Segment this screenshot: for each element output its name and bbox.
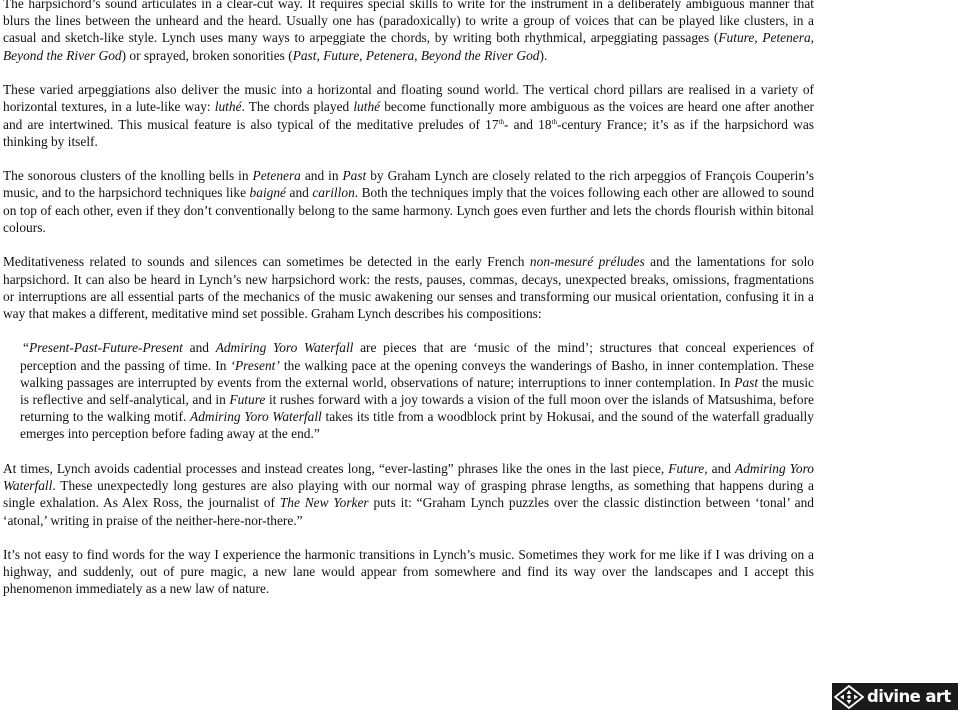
italic-work-title: Past <box>342 168 367 184</box>
paragraph-harpsichord-sound <box>3 0 814 64</box>
paragraph-arpeggiations <box>3 81 814 150</box>
paragraph-cadential-processes <box>3 460 814 529</box>
document-body <box>3 0 814 615</box>
text-run: These varied arpeggiations also deliver the music into a horizontal and floating sound world. The vertical chord pillars are realised in a variety of horizontal textures, in a lute-like way: <box>3 82 814 115</box>
italic-term: luthé <box>353 99 381 115</box>
italic-work-title: Past <box>734 374 759 390</box>
italic-term: non-mesuré préludes <box>529 254 645 270</box>
divine-art-logo <box>832 683 958 710</box>
paragraph-sonorous-clusters <box>3 167 814 236</box>
italic-work-title: Admiring Yoro Waterfall <box>3 460 815 494</box>
text-run: are pieces that are ‘music of the mind’; structures that conceal experiences of perception and the passing of time. In <box>20 340 814 373</box>
italic-work-title: Admiring Yoro Waterfall <box>215 340 354 356</box>
superscript: th <box>551 117 557 126</box>
text-run: . These unexpectedly long gestures are also playing with our normal way of grasping phrase lengths, as something that happens during a single exhalation. As Alex Ross, the journalist of <box>3 478 814 511</box>
text-run: , and <box>704 460 736 476</box>
text-run: puts it: “Graham Lynch puzzles over the classic distinction between ‘tonal’ and ‘atonal,’ writing in praise of the neither-here-nor-there.” <box>3 495 814 528</box>
text-run: takes its title from a woodblock print by Hokusai, and the sound of the waterfall gradually emerges into perception before fading away at the end.” <box>20 409 814 442</box>
text-run: The harpsichord’s sound articulates in a clear-cut way. It requires special skills to write for the instrument in a deliberately ambiguous manner that blurs the lines between the unheard and the heard. Usually one has (paradoxically) to write a group of voices that can be played like clusters, in a casual and sketch-like style. Lynch uses many ways to arpeggiate the chords, by writing both rhythmical, arpeggiating passages ( <box>3 0 814 46</box>
text-run: “ <box>23 340 29 356</box>
superscript: th <box>498 117 505 126</box>
italic-term: carillon <box>312 185 355 201</box>
text-run: . Both the techniques imply that the voices following each other are allowed to sound on top of each other, even if they don’t conventionally belong to the same harmony. Lynch goes even further and lets the chords flourish within bitonal colours. <box>3 185 815 235</box>
italic-work-title: Admiring Yoro Waterfall <box>190 409 322 425</box>
paragraph-meditativeness <box>3 253 814 322</box>
italic-publication-title: The New Yorker <box>279 495 369 511</box>
italic-work-titles: Future, Petenera, Beyond the River God <box>3 30 815 63</box>
text-run: It’s not easy to find words for the way I experience the harmonic transitions in Lynch’s music. Sometimes they work for me like if I was driving on a highway, and suddenly, out of pure magic, a new lane would appear from somewhere and find its way over the landscapes and I accept this phenomenon immediately as a new law of nature. <box>3 547 814 597</box>
text-run: and in <box>300 168 343 184</box>
text-run: and <box>286 185 313 201</box>
text-run: At times, Lynch avoids cadential processes and instead creates long, “ever-lasting” phrases like the ones in the last piece, <box>3 460 669 476</box>
italic-term: baigné <box>249 185 286 201</box>
italic-work-titles: Past, Future, Petenera, Beyond the River God <box>292 47 540 63</box>
text-run: the music is reflective and self-analytical, and in <box>20 374 814 408</box>
text-run: it rushes forward with a joy towards a vision of the full moon over the islands of Matsushima, before returning to the walking motif. <box>20 392 814 425</box>
text-run: . The chords played <box>241 99 354 115</box>
text-run: become functionally more ambiguous as the voices are heard one after another and are intertwined. This musical feature is also typical of the meditative preludes of 17 <box>3 99 814 132</box>
italic-work-title: Present-Past-Future-Present <box>28 340 183 356</box>
logo-wordmark: divine art <box>867 687 951 706</box>
text-run: ). <box>539 47 548 63</box>
italic-work-title: Future <box>668 460 705 476</box>
italic-term: luthé <box>214 99 242 115</box>
text-run: the walking pace at the opening conveys the wanderings of Basho, in inner contemplation. These walking passages are interrupted by events from the external world, observations of nature; interruptions to inner contemplation. In <box>20 357 814 390</box>
italic-work-title: Future <box>229 392 266 408</box>
text-run: -century France; it’s as if the harpsichord was thinking by itself. <box>3 116 814 149</box>
italic-work-title: Petenera <box>252 168 301 184</box>
block-quote <box>20 339 814 442</box>
divine-art-logo-icon <box>834 685 864 709</box>
text-run: and <box>182 340 216 356</box>
italic-work-title: ‘Present’ <box>230 357 280 373</box>
text-run: The sonorous clusters of the knolling bells in <box>3 168 253 184</box>
text-run: Meditativeness related to sounds and silences can sometimes be detected in the early French <box>3 254 530 270</box>
text-run: ) or sprayed, broken sonorities ( <box>121 47 293 63</box>
text-run: by Graham Lynch are closely related to the rich arpeggios of François Couperin’s music, and to the harpsichord techniques like <box>3 168 814 201</box>
text-run: and the lamentations for solo harpsichord. It can also be heard in Lynch’s new harpsichord work: the rests, pauses, commas, decays, unexpected breaks, omissions, fragmentations or interruptions are all essential parts of the mechanics of the music awakening our senses and transforming our musical orientation, confusing it in a way that makes a different, meditative mind set possible. Graham Lynch describes his compositions: <box>3 254 815 321</box>
text-run: - and 18 <box>504 116 552 132</box>
paragraph-harmonic-transitions <box>3 546 814 598</box>
